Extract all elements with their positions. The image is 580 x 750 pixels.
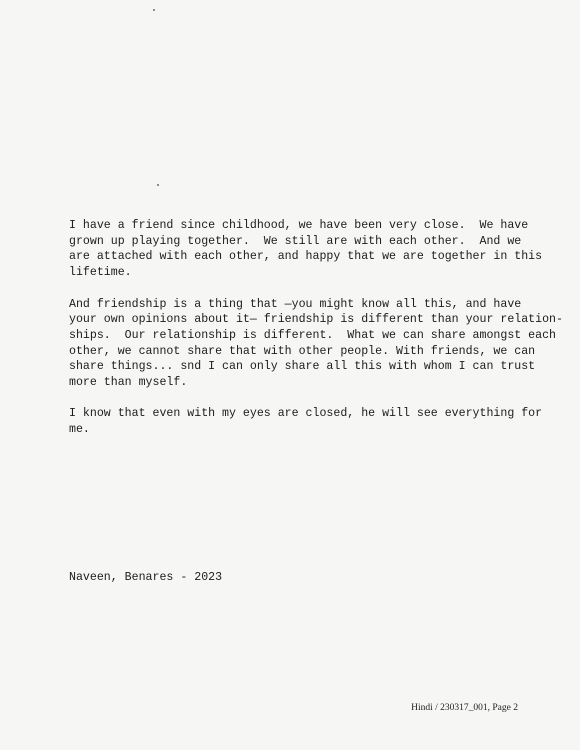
- text-line: I have a friend since childhood, we have been very close. We have: [69, 219, 529, 232]
- paragraph-3: [69, 406, 543, 437]
- scan-speck: [153, 9, 155, 11]
- text-line: more than myself.: [69, 376, 188, 390]
- text-line: And friendship is a thing that —you might know all this, and have: [69, 297, 522, 311]
- paragraph-1: [69, 218, 543, 281]
- text-line: grown up playing together. We still are with each other. And we: [69, 234, 522, 248]
- signature: Naveen, Benares - 2023: [69, 571, 223, 584]
- paragraph-2: [69, 297, 563, 391]
- text-line: I know that even with my eyes are closed, he will see everything for: [69, 407, 543, 421]
- text-line: ships. Our relationship is different. What we can share amongst each: [69, 328, 557, 342]
- text-line: your own opinions about it— friendship is different than your relation-: [69, 313, 563, 327]
- text-line: share things... snd I can only share all this with whom I can trust: [69, 360, 536, 374]
- body-text: [69, 218, 563, 454]
- text-line: other, we cannot share that with other people. With friends, we can: [69, 344, 536, 358]
- text-line: are attached with each other, and happy that we are together in this: [69, 250, 543, 264]
- text-line: me.: [69, 423, 90, 437]
- text-line: lifetime.: [69, 266, 132, 280]
- scan-speck: [157, 184, 159, 186]
- page-footer: Hindi / 230317_001, Page 2: [411, 703, 518, 713]
